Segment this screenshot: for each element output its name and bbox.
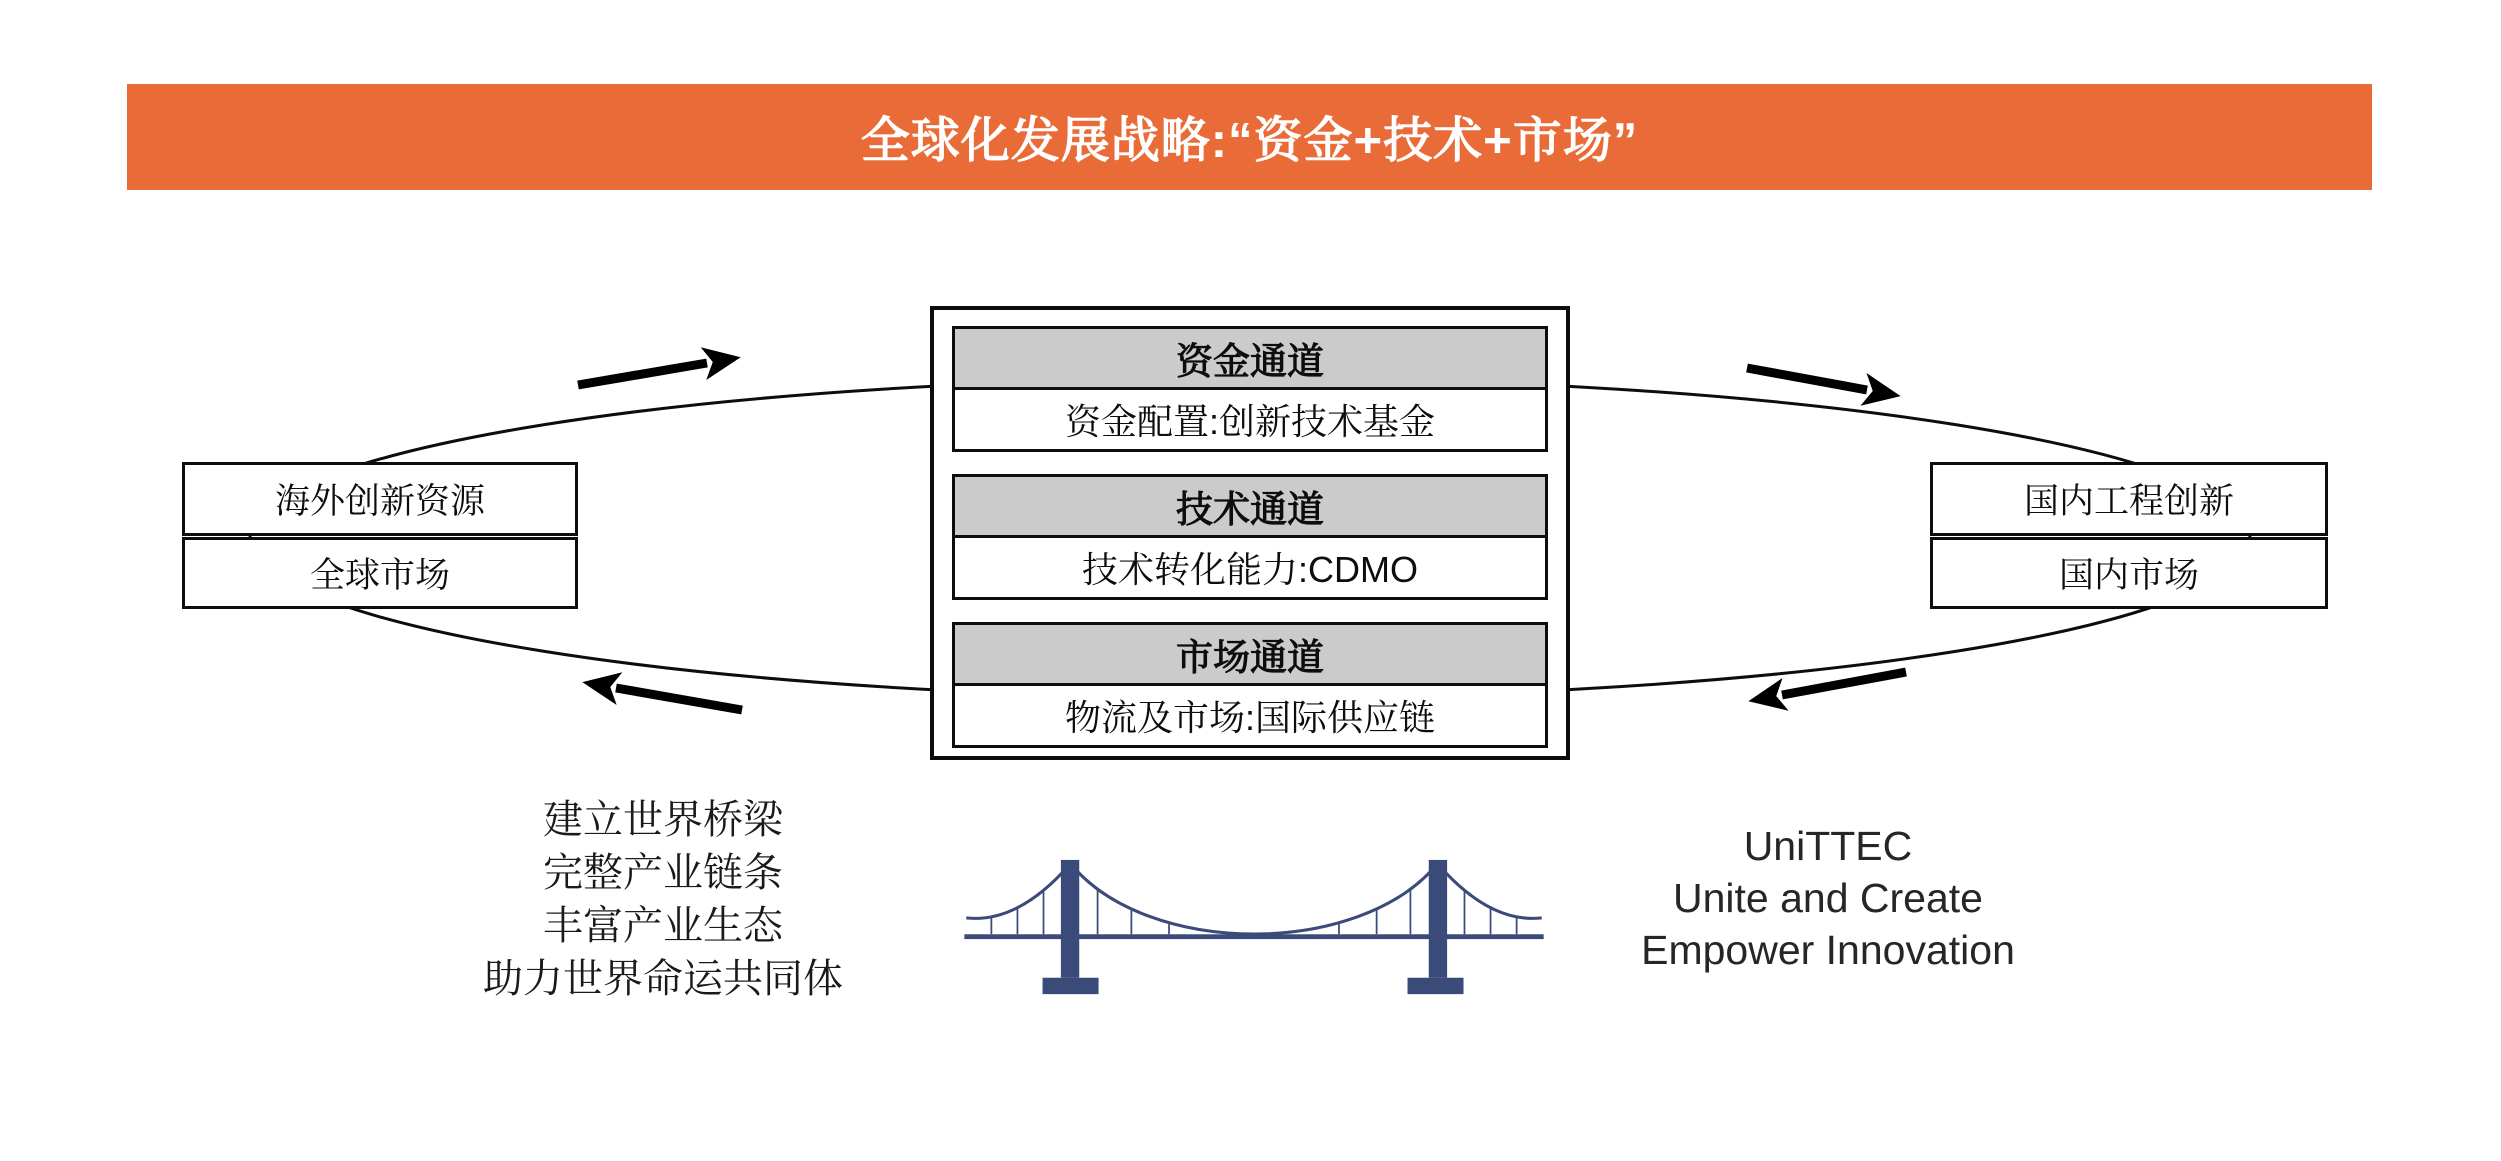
mission-text-block (363, 794, 963, 1006)
channel-funding-detail: 资金配置:创新技术基金 (952, 390, 1548, 452)
node-overseas-innovation-resources (182, 462, 578, 536)
page-title: 全球化发展战略:“资金+技术+市场” (860, 114, 1639, 168)
channel-market-detail: 物流及市场:国际供应链 (952, 686, 1548, 748)
mission-line: 丰富产业生态 (543, 904, 783, 948)
node-global-market (182, 537, 578, 609)
channel-funding (952, 326, 1548, 452)
node-label: 国内工程创新 (2023, 482, 2234, 521)
flow-arrow-top-left (578, 363, 707, 385)
brand-line: Empower Innovation (1641, 927, 2015, 973)
mission-line: 建立世界桥梁 (543, 798, 783, 842)
brand-line: Unite and Create (1673, 875, 1983, 921)
channel-technology-header: 技术通道 (952, 474, 1548, 538)
channel-market-header: 市场通道 (952, 622, 1548, 686)
brand-line: UniTTEC (1743, 823, 1913, 869)
node-label: 全球市场 (309, 556, 450, 595)
mission-line: 助力世界命运共同体 (483, 957, 843, 1001)
channels-panel (930, 306, 1570, 760)
flow-arrow-top-right (1747, 368, 1867, 390)
flow-arrow-bottom-left (616, 688, 742, 710)
node-label: 国内市场 (2058, 556, 2199, 595)
node-label: 海外创新资源 (274, 482, 485, 521)
brand-text-block (1528, 820, 2128, 976)
node-domestic-market (1930, 537, 2328, 609)
node-domestic-engineering-innovation (1930, 462, 2328, 536)
channel-technology-detail: 技术转化能力:CDMO (952, 538, 1548, 600)
channel-market (952, 622, 1548, 748)
mission-line: 完整产业链条 (543, 851, 783, 895)
channel-funding-header: 资金通道 (952, 326, 1548, 390)
channel-technology (952, 474, 1548, 600)
flow-arrow-bottom-right (1782, 672, 1906, 695)
suspension-bridge-icon (963, 858, 1545, 998)
